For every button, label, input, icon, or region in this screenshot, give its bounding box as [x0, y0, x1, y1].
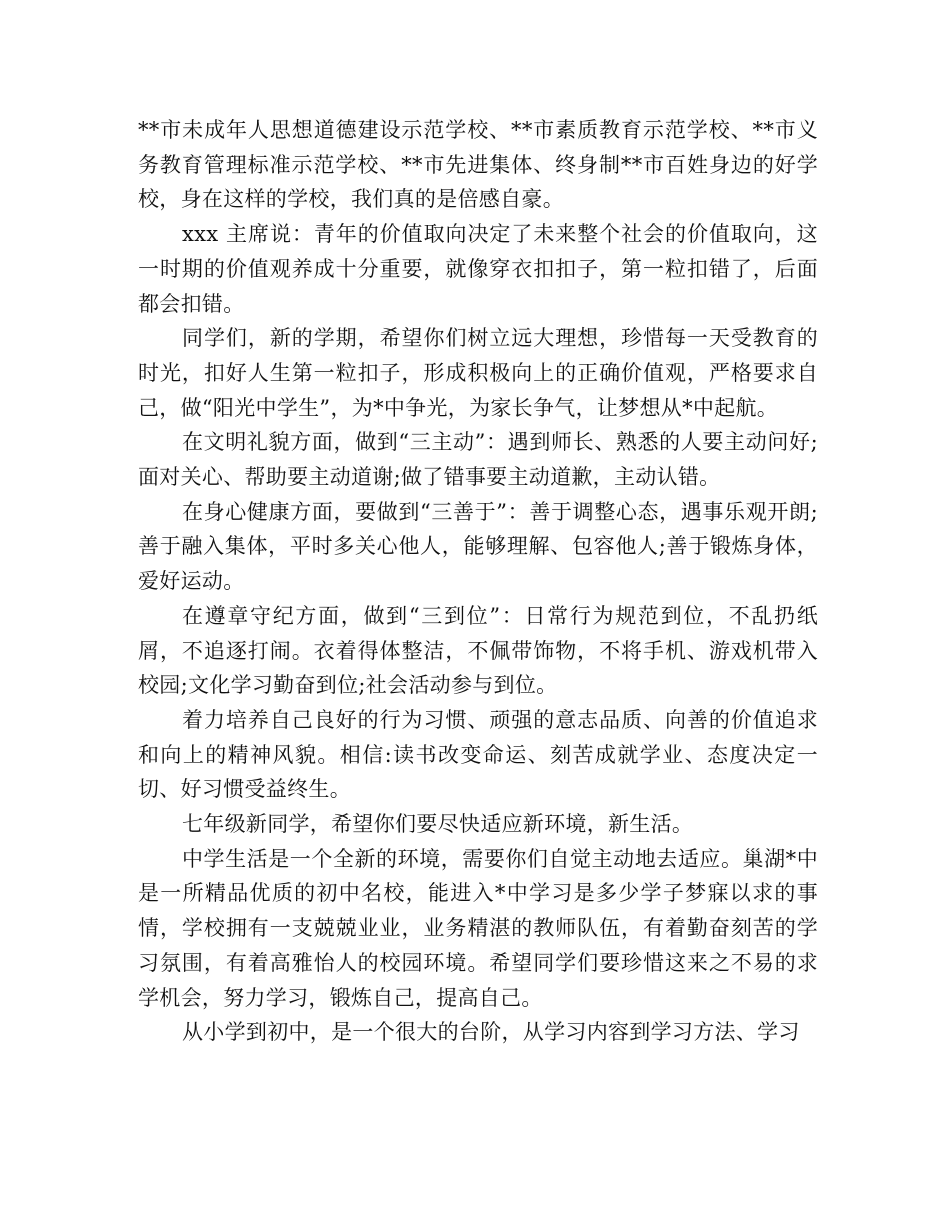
paragraph-8: 七年级新同学，希望你们要尽快适应新环境，新生活。: [182, 812, 694, 837]
paragraph-9: 中学生活是一个全新的环境，需要你们自觉主动地去适应。巢湖*中是一所精品优质的初中名校，能进入*中学习是多少学子梦寐以求的事情，学校拥有一支兢兢业业，业务精湛的教师队伍，有着勤奋刻苦的学习氛围，有着高雅怡人的校园环境。希望同学们要珍惜这来之不易的求学机会，努力学习，锻炼自己，提高自己。: [138, 846, 818, 1010]
document-body: [138, 113, 818, 1050]
paragraph-6: 在遵章守纪方面，做到“三到位”：日常行为规范到位，不乱扔纸屑，不追逐打闹。衣着得体整洁，不佩带饰物，不将手机、游戏机带入校园;文化学习勤奋到位;社会活动参与到位。: [138, 603, 818, 698]
paragraph-5: 在身心健康方面，要做到“三善于”：善于调整心态，遇事乐观开朗;善于融入集体，平时多关心他人，能够理解、包容他人;善于锻炼身体，爱好运动。: [138, 499, 818, 594]
paragraph-2: xxx 主席说：青年的价值取向决定了未来整个社会的价值取向，这一时期的价值观养成十分重要，就像穿衣扣扣子，第一粒扣错了，后面都会扣错。: [138, 222, 818, 316]
paragraph-10: 从小学到初中，是一个很大的台阶，从学习内容到学习方法、学习: [182, 1020, 800, 1045]
paragraph-4: 在文明礼貌方面，做到“三主动”：遇到师长、熟悉的人要主动问好;面对关心、帮助要主动道谢;做了错事要主动道歉，主动认错。: [138, 430, 818, 490]
paragraph-1: **市未成年人思想道德建设示范学校、**市素质教育示范学校、**市义务教育管理标准示范学校、**市先进集体、终身制**市百姓身边的好学校，身在这样的学校，我们真的是倍感自豪。: [138, 118, 818, 212]
paragraph-3: 同学们，新的学期，希望你们树立远大理想，珍惜每一天受教育的时光，扣好人生第一粒扣子，形成积极向上的正确价值观，严格要求自己，做“阳光中学生”，为*中争光，为家长争气，让梦想从*中起航。: [138, 326, 818, 420]
paragraph-7: 着力培养自己良好的行为习惯、顽强的意志品质、向善的价值追求和向上的精神风貌。相信:读书改变命运、刻苦成就学业、态度决定一切、好习惯受益终生。: [138, 707, 818, 802]
